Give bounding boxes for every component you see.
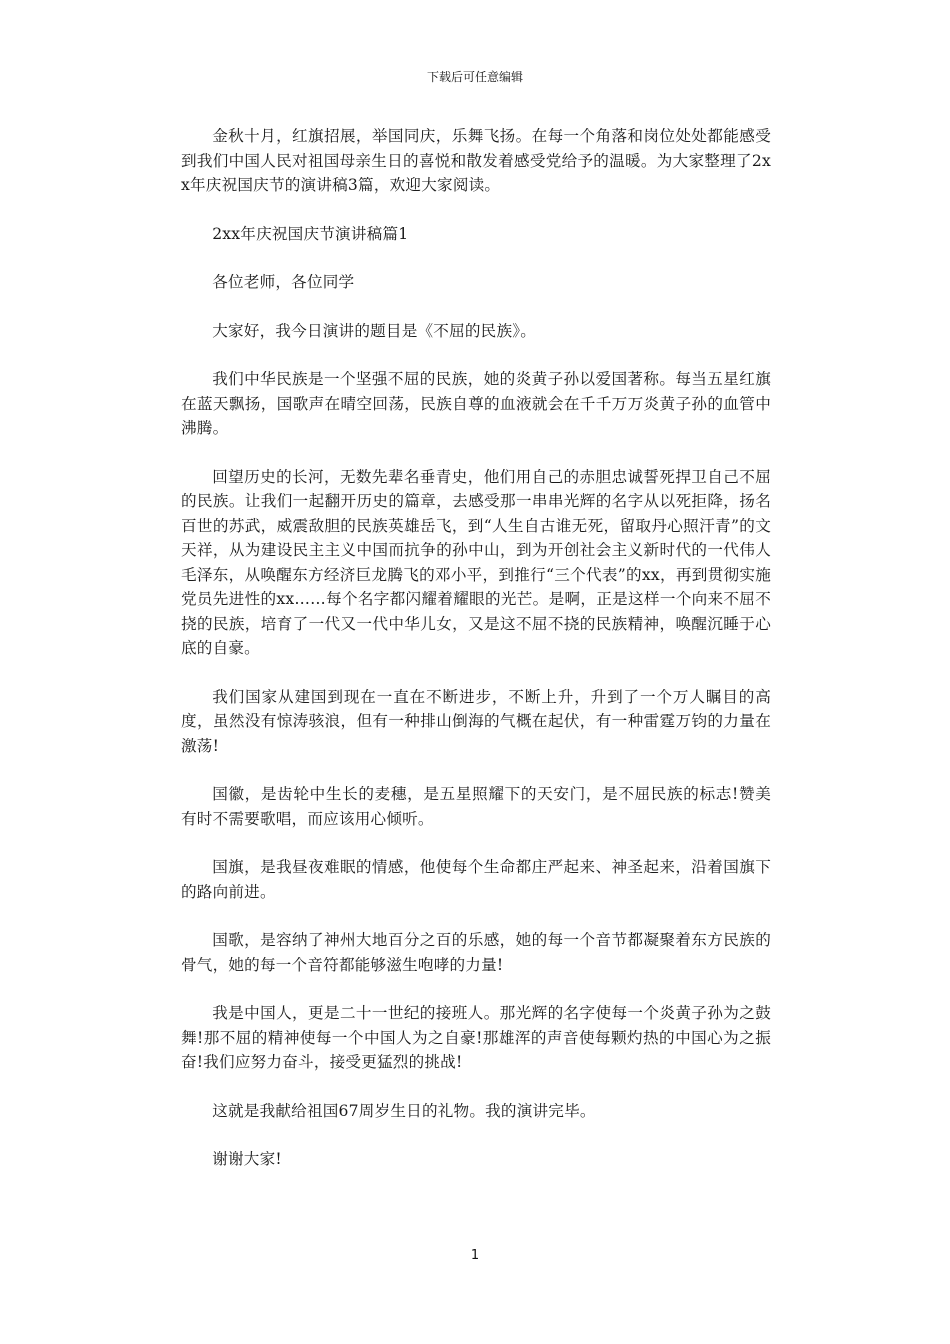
page-header: 下载后可任意编辑 [426,70,523,84]
body-paragraph: 回望历史的长河，无数先辈名垂青史，他们用自己的赤胆忠诚誓死捍卫自己不屈的民族。让我们一起翻开历史的篇章，去感受那一串串光辉的名字从以死拒降，扬名百世的苏武，威震敌胆的民族英雄岳飞，到“人生自古谁无死，留取丹心照汗青”的文天祥，从为建设民主主义中国而抗争的孙中山，到为开创社会主义新时代的一代伟人毛泽东，从唤醒东方经济巨龙腾飞的邓小平，到推行“三个代表”的xx，再到贯彻实施党员先进性的xx……每个名字都闪耀着耀眼的光芒。是啊，正是这样一个向来不屈不挠的民族，培育了一代又一代中华儿女，又是这不屈不挠的民族精神，唤醒沉睡于心底的自豪。 [181,467,771,657]
document-body [181,124,771,1196]
closing-paragraph: 这就是我献给祖国67周岁生日的礼物。我的演讲完毕。 [212,1101,596,1120]
body-paragraph: 我是中国人，更是二十一世纪的接班人。那光辉的名字使每一个炎黄子孙为之鼓舞!那不屈的精神使每一个中国人为之自豪!那雄浑的声音使每颗灼热的中国心为之振奋!我们应努力奋斗，接受更猛烈的挑战! [181,1004,771,1071]
body-paragraph: 我们中华民族是一个坚强不屈的民族，她的炎黄子孙以爱国著称。每当五星红旗在蓝天飘扬，国歌声在晴空回荡，民族自尊的血液就会在千千万万炎黄子孙的血管中沸腾。 [181,370,771,437]
thanks-paragraph: 谢谢大家! [212,1150,282,1168]
speech-title: 2xx年庆祝国庆节演讲稿篇1 [212,224,409,243]
intro-paragraph: 金秋十月，红旗招展，举国同庆，乐舞飞扬。在每一个角落和岗位处处都能感受到我们中国人民对祖国母亲生日的喜悦和散发着感受党给予的温暖。为大家整理了2xx年庆祝国庆节的演讲稿3篇，欢迎大家阅读。 [181,127,771,194]
body-paragraph: 我们国家从建国到现在一直在不断进步，不断上升，升到了一个万人瞩目的高度，虽然没有惊涛骇浪，但有一种排山倒海的气概在起伏，有一种雷霆万钧的力量在激荡! [181,687,771,755]
body-paragraph: 国徽，是齿轮中生长的麦穗，是五星照耀下的天安门，是不屈民族的标志!赞美有时不需要歌唱，而应该用心倾听。 [181,785,771,828]
page-number: 1 [470,1248,480,1263]
opening-paragraph: 大家好，我今日演讲的题目是《不屈的民族》。 [212,321,537,340]
body-paragraph: 国歌，是容纳了神州大地百分之百的乐感，她的每一个音节都凝聚着东方民族的骨气，她的每一个音符都能够滋生咆哮的力量! [181,931,771,974]
body-paragraph: 国旗，是我昼夜难眠的情感，他使每个生命都庄严起来、神圣起来，沿着国旗下的路向前进。 [181,858,771,901]
salutation: 各位老师，各位同学 [212,273,355,291]
